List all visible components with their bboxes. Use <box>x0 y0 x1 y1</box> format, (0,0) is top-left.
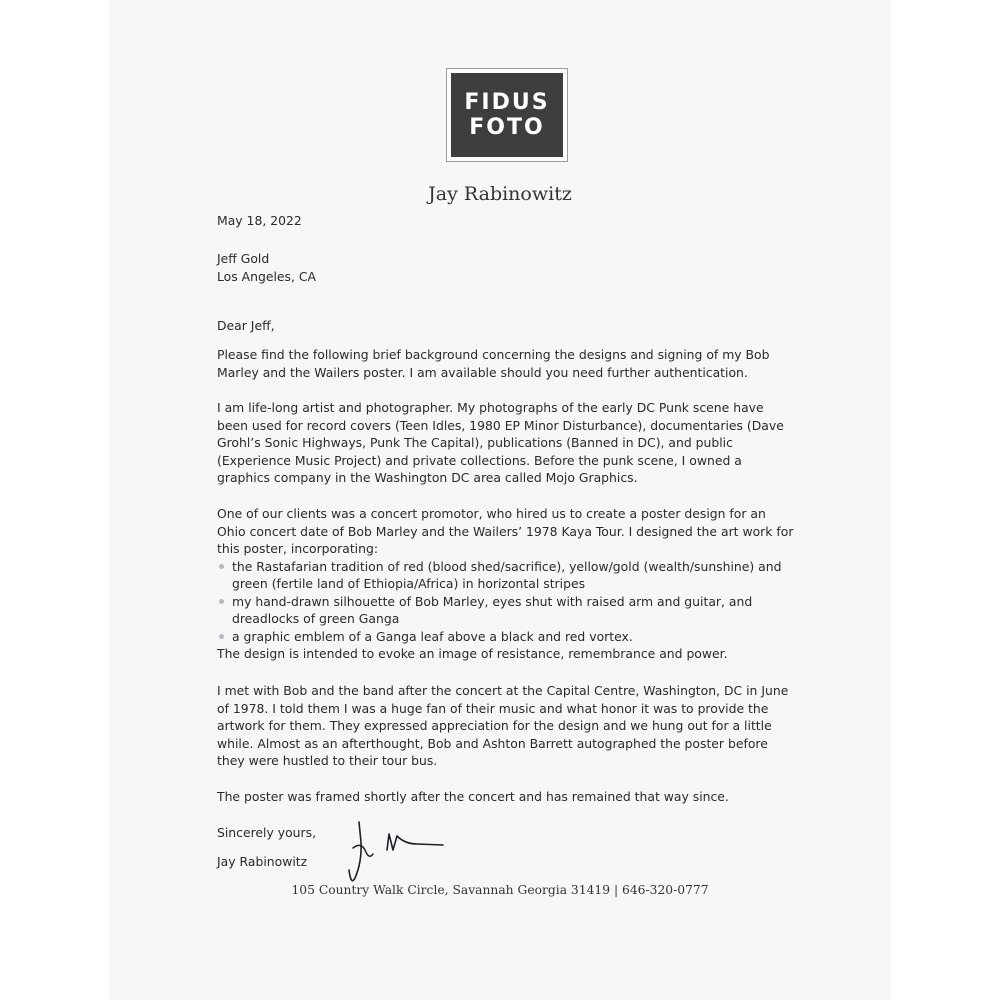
salutation: Dear Jeff, <box>217 318 275 333</box>
design-bullet-list <box>217 558 797 646</box>
closing: Sincerely yours, <box>217 825 317 840</box>
recipient-name: Jeff Gold <box>217 251 270 266</box>
letterhead-name: Jay Rabinowitz <box>428 183 572 205</box>
paragraph-intro: Please find the following brief background concerning the designs and signing of my Bob Marley and the Wailers poster. I am available should you need further authentication. <box>217 347 770 380</box>
paragraph-framing: The poster was framed shortly after the concert and has remained that way since. <box>217 789 729 804</box>
footer-address: 105 Country Walk Circle, Savannah Georgia 31419 | 646-320-0777 <box>291 883 709 897</box>
logo-mark <box>451 73 563 157</box>
paragraph-meeting: I met with Bob and the band after the concert at the Capital Centre, Washington, DC in June of 1978. I told them I was a huge fan of their music and what honor it was to provide the artwork for them. They expressed appreciation for the design and we hung out for a little while. Almost as an afterthought, Bob and Ashton Barrett autographed the poster before they were hustled to their tour bus. <box>217 683 789 768</box>
logo-text-line2: FOTO <box>469 115 545 140</box>
paragraph-design <box>217 505 797 663</box>
design-intro: One of our clients was a concert promotor, who hired us to create a poster design for an Ohio concert date of Bob Marley and the Wailers’ 1978 Kaya Tour. I designed the art work for this poster, incorporating: <box>217 506 794 556</box>
logo-text-line1: FIDUS <box>464 90 550 115</box>
design-bullet-item: the Rastafarian tradition of red (blood shed/sacrifice), yellow/gold (wealth/sunshine) and green (fertile land of Ethiopia/Africa) in horizontal stripes <box>217 558 797 593</box>
signer-name: Jay Rabinowitz <box>217 854 308 869</box>
fidus-foto-logo <box>446 68 568 162</box>
design-bullet-item: a graphic emblem of a Ganga leaf above a black and red vortex. <box>217 628 797 646</box>
paragraph-background: I am life-long artist and photographer. My photographs of the early DC Punk scene have been used for record covers (Teen Idles, 1980 EP Minor Disturbance), documentaries (Dave Grohl’s Sonic Highways, Punk The Capital), publications (Banned in DC), and public (Experience Music Project) and private collections. Before the punk scene, I owned a graphics company in the Washington DC area called Mojo Graphics. <box>217 400 784 485</box>
design-bullet-item: my hand-drawn silhouette of Bob Marley, eyes shut with raised arm and guitar, and dreadlocks of green Ganga <box>217 593 797 628</box>
design-closing: The design is intended to evoke an image of resistance, remembrance and power. <box>217 646 728 661</box>
recipient-block <box>217 250 797 285</box>
letter-page <box>110 0 890 1000</box>
letter-date: May 18, 2022 <box>217 213 302 228</box>
recipient-location: Los Angeles, CA <box>217 268 317 284</box>
